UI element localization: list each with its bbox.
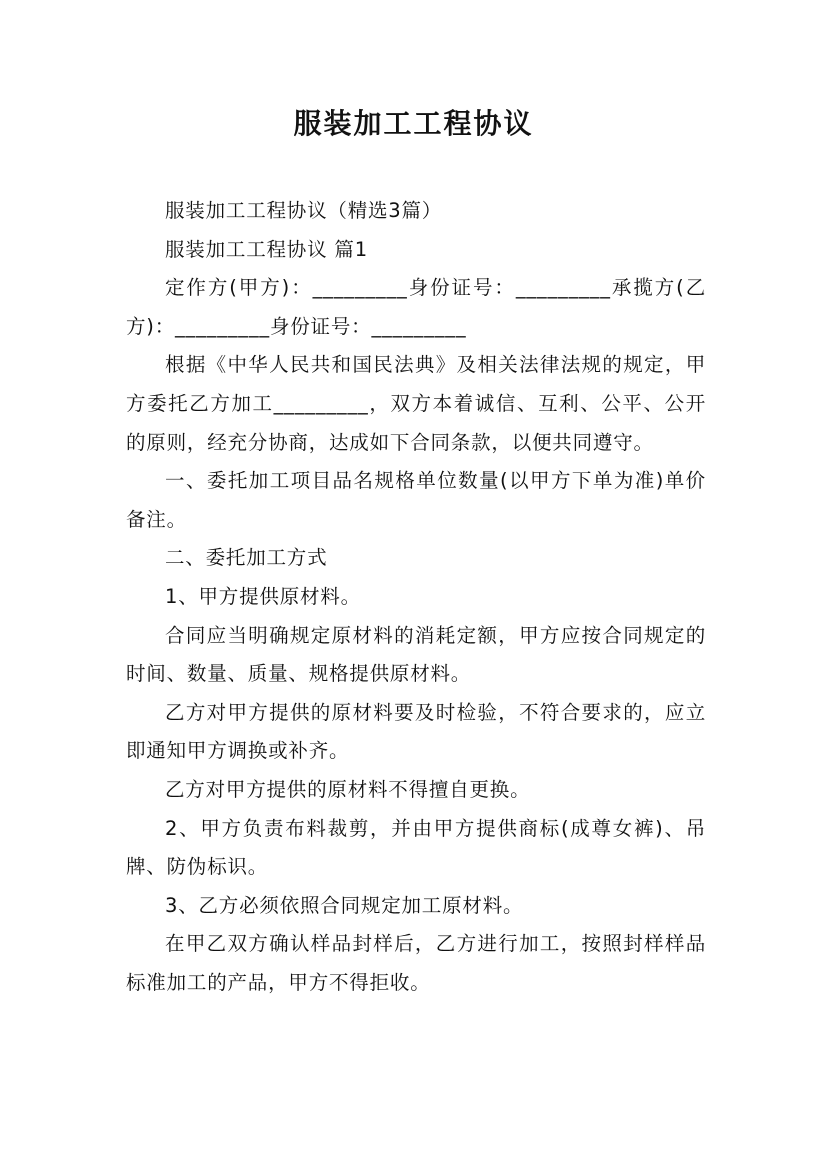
paragraph-sample-approval: 在甲乙双方确认样品封样后，乙方进行加工，按照封样样品标准加工的产品，甲方不得拒收。 [126, 932, 706, 994]
document-body [126, 192, 706, 1002]
paragraph-subtitle: 服装加工工程协议（精选3篇） [165, 199, 443, 222]
paragraph-materials-quota: 合同应当明确规定原材料的消耗定额，甲方应按合同规定的时间、数量、质量、规格提供原材料。 [126, 623, 706, 686]
paragraph-clause-1: 一、委托加工项目品名规格单位数量(以甲方下单为准)单价备注。 [126, 469, 706, 531]
document-title: 服装加工工程协议 [293, 107, 534, 140]
paragraph-materials-inspection: 乙方对甲方提供的原材料要及时检验，不符合要求的，应立即通知甲方调换或补齐。 [126, 700, 706, 763]
paragraph-item-2: 2、甲方负责布料裁剪，并由甲方提供商标(成尊女裤)、吊牌、防伪标识。 [126, 816, 706, 879]
paragraph-section-heading: 服装加工工程协议 篇1 [165, 237, 368, 261]
paragraph-clause-2-heading: 二、委托加工方式 [165, 546, 328, 570]
paragraph-materials-no-replace: 乙方对甲方提供的原材料不得擅自更换。 [165, 777, 531, 801]
paragraph-item-1: 1、甲方提供原材料。 [165, 584, 361, 608]
paragraph-parties: 定作方(甲方)：_________身份证号：_________承揽方(乙方)：_________身份证号：_________ [126, 276, 706, 338]
paragraph-item-3: 3、乙方必须依照合同规定加工原材料。 [165, 893, 524, 917]
paragraph-preamble: 根据《中华人民共和国民法典》及相关法律法规的规定，甲方委托乙方加工_________，双方本着诚信、互利、公平、公开的原则，经充分协商，达成如下合同条款，以便共同遵守。 [126, 353, 706, 454]
